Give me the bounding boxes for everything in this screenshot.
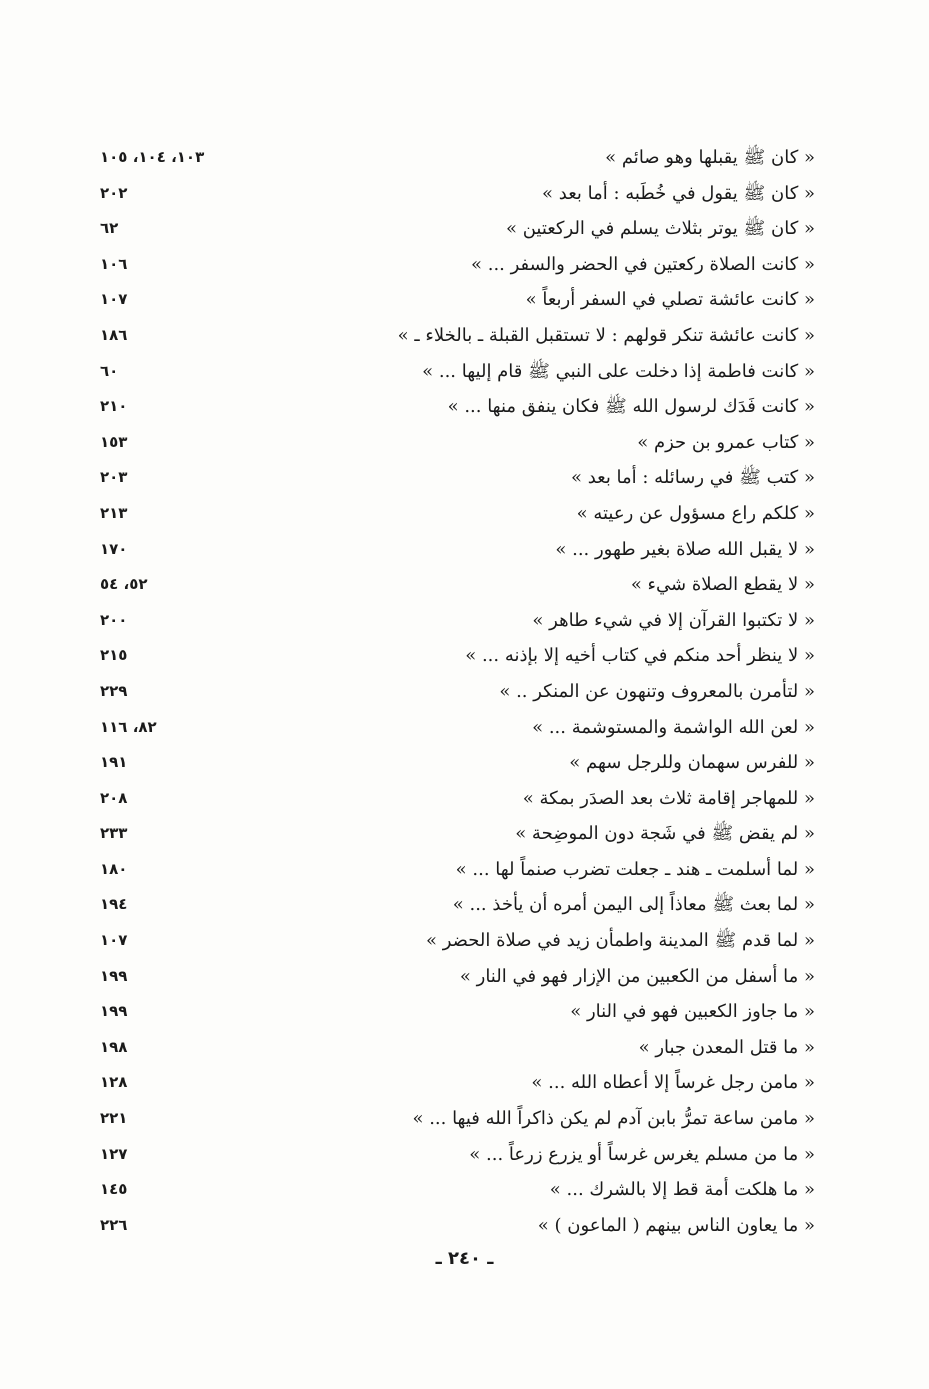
index-row xyxy=(100,674,815,710)
hadith-text: « ما يعاون الناس بينهم ( الماعون ) » xyxy=(537,1214,815,1236)
index-row xyxy=(100,1172,815,1208)
index-row xyxy=(100,140,815,176)
hadith-text: « كان ﷺ يقبلها وهو صائم » xyxy=(605,147,815,168)
hadith-text: « لم يقض ﷺ في شَجة دون الموضِحة » xyxy=(515,823,815,845)
index-row xyxy=(100,994,815,1030)
page-references: ١٩١ xyxy=(100,753,128,772)
hadith-text: « لما بعث ﷺ معاذاً إلى اليمن أمره أن يأخذ ... » xyxy=(452,894,815,916)
page-references: ١٢٧ xyxy=(100,1144,128,1163)
hadith-text: « كان ﷺ يوتر بثلاث يسلم في الركعتين » xyxy=(505,218,815,240)
page-references: ٢٠٠ xyxy=(100,610,128,629)
hadith-text: « كلكم راع مسؤول عن رعيته » xyxy=(576,502,815,524)
index-row xyxy=(100,710,815,746)
index-row xyxy=(100,638,815,674)
index-row xyxy=(100,1065,815,1101)
hadith-text: « لما قدم ﷺ المدينة واطمأن زيد في صلاة الحضر » xyxy=(426,930,815,952)
hadith-text: « ما هلكت أمة قط إلا بالشرك ... » xyxy=(549,1179,815,1201)
hadith-text: « كتب ﷺ في رسائله : أما بعد » xyxy=(570,467,815,489)
page-references: ١٥٣ xyxy=(100,432,128,451)
index-row xyxy=(100,852,815,888)
page-number: ـ ٢٤٠ ـ xyxy=(435,1248,494,1269)
hadith-text: « لا تكتبوا القرآن إلا في شيء طاهر » xyxy=(532,609,815,631)
page-references: ١٩٩ xyxy=(100,1002,128,1021)
page-references: ١٨٦ xyxy=(100,325,128,344)
hadith-text: « لعن الله الواشمة والمستوشمة ... » xyxy=(532,716,815,738)
index-row xyxy=(100,460,815,496)
page-references: ١٧٠ xyxy=(100,539,128,558)
index-row xyxy=(100,389,815,425)
hadith-text: « لتأمرن بالمعروف وتنهون عن المنكر .. » xyxy=(499,680,815,702)
index-row xyxy=(100,247,815,283)
page-references: ١٨٠ xyxy=(100,859,128,878)
page-references: ١٩٩ xyxy=(100,966,128,985)
index-row xyxy=(100,887,815,923)
index-row xyxy=(100,425,815,461)
hadith-text: « ما قتل المعدن جبار » xyxy=(638,1036,815,1058)
page-references: ٢٠٢ xyxy=(100,183,128,202)
page-references: ٢٠٣ xyxy=(100,468,128,487)
hadith-text: « كانت فاطمة إذا دخلت على النبي ﷺ قام إليها ... » xyxy=(422,360,815,382)
page-references: ١٢٨ xyxy=(100,1073,128,1092)
hadith-text: « لما أسلمت ـ هند ـ جعلت تضرب صنماً لها ... » xyxy=(455,858,815,880)
hadith-text: « كتاب عمرو بن حزم » xyxy=(637,431,815,453)
hadith-text: « كان ﷺ يقول في خُطَبه : أما بعد » xyxy=(542,182,815,204)
index-row xyxy=(100,1208,815,1244)
hadith-text: « لا يقبل الله صلاة بغير طهور ... » xyxy=(555,538,815,560)
hadith-text: « ما من مسلم يغرس غرساً أو يزرع زرعاً ... » xyxy=(469,1143,815,1165)
hadith-text: « للمهاجر إقامة ثلاث بعد الصدَر بمكة » xyxy=(522,787,815,809)
index-row xyxy=(100,176,815,212)
index-row xyxy=(100,318,815,354)
index-row xyxy=(100,211,815,247)
index-row xyxy=(100,496,815,532)
hadith-index-list xyxy=(100,140,815,1243)
index-row xyxy=(100,567,815,603)
page-references: ٥٢، ٥٤ xyxy=(100,575,148,594)
index-row xyxy=(100,923,815,959)
hadith-text: « كانت عائشة تنكر قولهم : لا تستقبل القبلة ـ بالخلاء ـ » xyxy=(397,324,815,346)
hadith-text: « مامن رجل غرساً إلا أعطاه الله ... » xyxy=(531,1072,815,1094)
index-row xyxy=(100,781,815,817)
page-references: ١٠٣، ١٠٤، ١٠٥ xyxy=(100,148,205,166)
page-references: ١٠٧ xyxy=(100,290,128,309)
index-row xyxy=(100,745,815,781)
page-references: ١٩٤ xyxy=(100,895,128,914)
index-row xyxy=(100,816,815,852)
page-references: ١٠٦ xyxy=(100,254,128,273)
hadith-text: « مامن ساعة تمرُّ بابن آدم لم يكن ذاكراً الله فيها ... » xyxy=(412,1108,815,1130)
hadith-text: « ما أسفل من الكعبين من الإزار فهو في النار » xyxy=(459,965,815,987)
page-references: ١٩٨ xyxy=(100,1037,128,1056)
page-references: ٢١٣ xyxy=(100,503,128,522)
page-references: ٢٠٨ xyxy=(100,788,128,807)
page-references: ٦٠ xyxy=(100,361,119,380)
page-references: ١٠٧ xyxy=(100,931,128,950)
hadith-text: « كانت فَدَك لرسول الله ﷺ فكان ينفق منها ... » xyxy=(447,396,815,418)
hadith-text: « كانت عائشة تصلي في السفر أربعاً » xyxy=(525,289,815,311)
page-references: ٢٢١ xyxy=(100,1109,128,1128)
index-row xyxy=(100,1030,815,1066)
hadith-text: « للفرس سهمان وللرجل سهم » xyxy=(569,752,815,774)
index-row xyxy=(100,354,815,390)
page-references: ٦٢ xyxy=(100,219,119,238)
page-references: ٢٢٦ xyxy=(100,1215,128,1234)
index-row xyxy=(100,532,815,568)
hadith-text: « لا يقطع الصلاة شيء » xyxy=(630,574,815,596)
hadith-text: « لا ينظر أحد منكم في كتاب أخيه إلا بإذنه ... » xyxy=(465,645,815,667)
page-references: ٢٣٣ xyxy=(100,824,128,843)
page-references: ٢١٥ xyxy=(100,646,128,665)
index-row xyxy=(100,282,815,318)
index-row xyxy=(100,1137,815,1173)
page-references: ٢١٠ xyxy=(100,397,128,416)
page-references: ٢٢٩ xyxy=(100,681,128,700)
index-row xyxy=(100,1101,815,1137)
page-references: ١٤٥ xyxy=(100,1180,128,1199)
page-references: ٨٢، ١١٦ xyxy=(100,717,157,736)
hadith-text: « كانت الصلاة ركعتين في الحضر والسفر ... » xyxy=(470,253,815,275)
index-row xyxy=(100,603,815,639)
index-row xyxy=(100,959,815,995)
hadith-text: « ما جاوز الكعبين فهو في النار » xyxy=(570,1001,815,1023)
